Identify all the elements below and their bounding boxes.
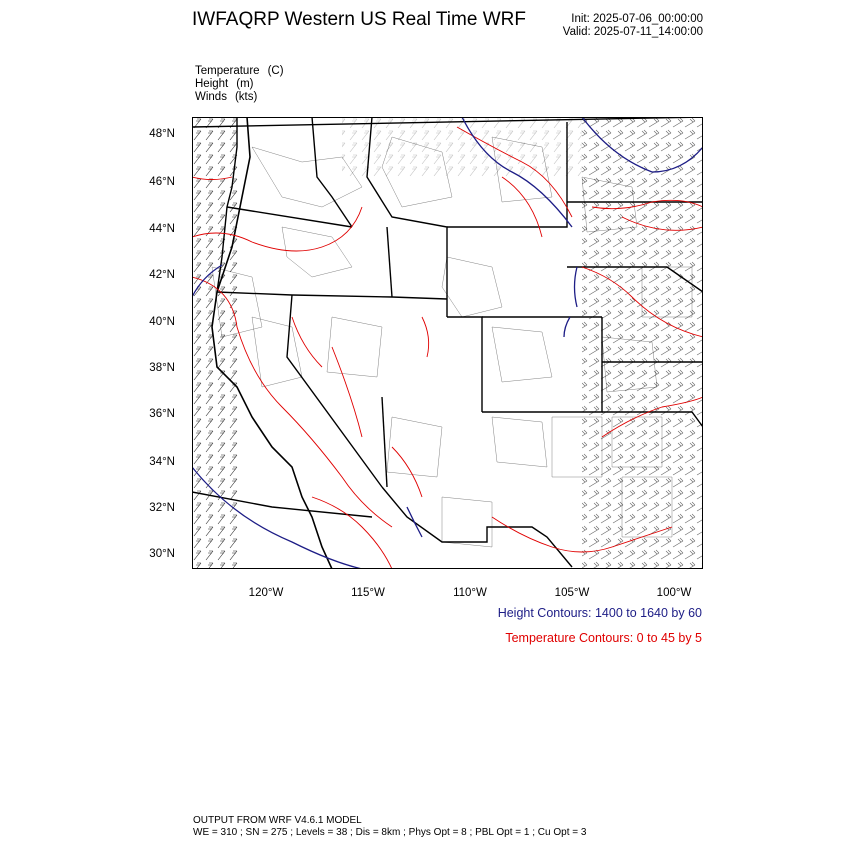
lon-label-100: 100°W <box>656 587 692 599</box>
model-config: WE = 310 ; SN = 275 ; Levels = 38 ; Dis = 8km ; Phys Opt = 8 ; PBL Opt = 1 ; Cu Opt = 3 <box>193 827 587 838</box>
lon-label-115: 115°W <box>351 587 385 599</box>
lon-label-120: 120°W <box>248 587 284 599</box>
field-winds: Winds (kts) <box>195 91 258 103</box>
run-times <box>480 13 703 39</box>
wind-barbs-plains <box>582 117 703 569</box>
lat-label-32: 32°N <box>149 502 175 514</box>
lat-label-34: 34°N <box>149 456 175 468</box>
lat-label-30: 30°N <box>149 548 175 560</box>
valid-time: Valid: 2025-07-11_14:00:00 <box>562 26 703 38</box>
temperature-legend: Temperature Contours: 0 to 45 by 5 <box>505 631 702 645</box>
lat-label-40: 40°N <box>149 316 175 328</box>
lat-label-46: 46°N <box>149 176 175 188</box>
model-footer <box>193 815 586 839</box>
model-version: OUTPUT FROM WRF V4.6.1 MODEL <box>193 815 362 826</box>
field-temperature: Temperature (C) <box>195 65 284 77</box>
lon-label-105: 105°W <box>554 587 590 599</box>
weather-map <box>192 117 703 569</box>
field-list <box>195 65 292 104</box>
lat-label-38: 38°N <box>149 362 175 374</box>
map-title: IWFAQRP Western US Real Time WRF <box>192 9 526 30</box>
lat-label-42: 42°N <box>149 269 175 281</box>
lat-label-36: 36°N <box>149 408 175 420</box>
height-legend: Height Contours: 1400 to 1640 by 60 <box>497 606 702 620</box>
field-height: Height (m) <box>195 78 254 90</box>
lat-label-48: 48°N <box>149 128 175 140</box>
init-time: Init: 2025-07-06_00:00:00 <box>571 13 703 25</box>
lon-label-110: 110°W <box>453 587 487 599</box>
lat-label-44: 44°N <box>149 223 175 235</box>
wind-barbs-north <box>342 117 582 177</box>
